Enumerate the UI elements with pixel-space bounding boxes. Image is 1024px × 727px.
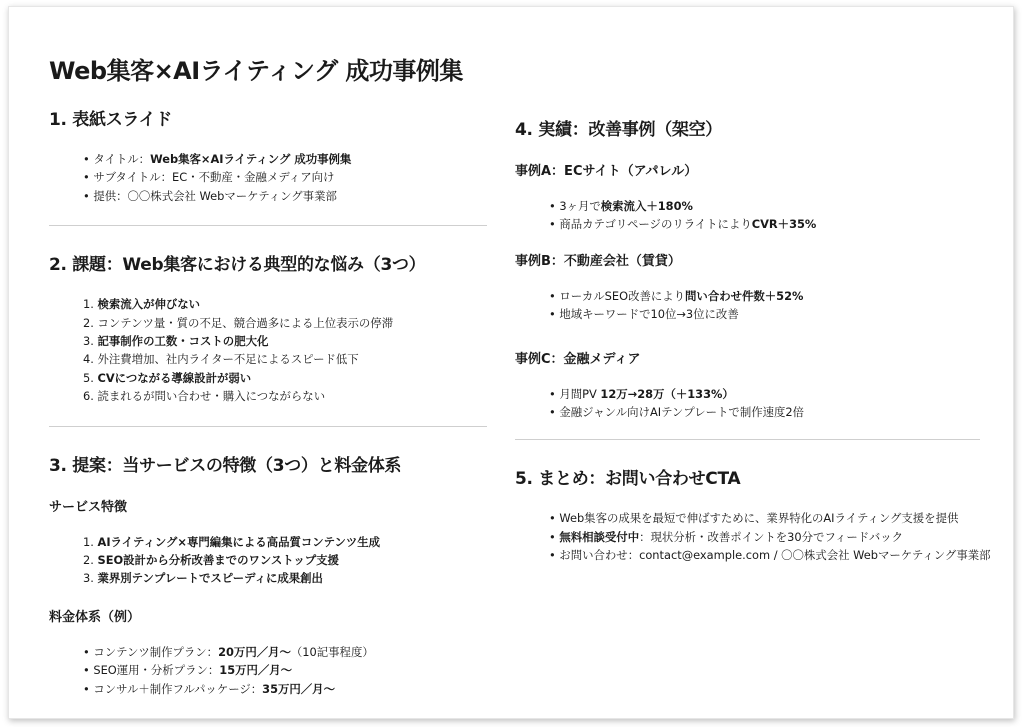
case-a-list	[515, 197, 980, 234]
list-item: 3. 記事制作の工数・コストの肥大化	[83, 332, 487, 350]
list-item: • 地域キーワードで10位→3位に改善	[549, 305, 980, 323]
case-b-list	[515, 287, 980, 324]
list-item: • SEO運用・分析プラン：15万円／月〜	[83, 661, 487, 679]
right-column	[515, 115, 991, 565]
section-summary-cta	[515, 464, 991, 564]
divider	[515, 439, 980, 440]
section-proposal	[49, 451, 487, 698]
list-item: • 金融ジャンル向けAIテンプレートで制作速度2倍	[549, 403, 980, 421]
list-item: • 月間PV 12万→28万（＋133%）	[549, 385, 980, 403]
subheading-pricing: 料金体系（例）	[49, 609, 141, 625]
list-item: • 商品カテゴリページのリライトによりCVR＋35%	[549, 215, 980, 233]
section-heading: 4. 実績：改善事例（架空）	[515, 120, 723, 140]
case-c-list	[515, 385, 980, 422]
list-item: • サブタイトル：EC・不動産・金融メディア向け	[83, 168, 487, 186]
case-b-heading: 事例B：不動産会社（賃貸）	[515, 253, 681, 269]
list-item: • コンテンツ制作プラン：20万円／月〜（10記事程度）	[83, 643, 487, 661]
list-item: • タイトル：Web集客×AIライティング 成功事例集	[83, 150, 487, 168]
section-problems	[49, 250, 487, 405]
list-item: 2. コンテンツ量・質の不足、競合過多による上位表示の停滞	[83, 314, 487, 332]
section-cover-slide	[49, 105, 487, 205]
divider	[49, 426, 487, 427]
case-c-heading: 事例C：金融メディア	[515, 351, 641, 367]
summary-list	[515, 509, 991, 564]
pricing-list	[49, 643, 487, 698]
features-list	[49, 533, 487, 588]
case-a-heading: 事例A：ECサイト（アパレル）	[515, 164, 698, 179]
section-heading: 5. まとめ：お問い合わせCTA	[515, 469, 741, 490]
cover-list	[49, 150, 487, 205]
list-item: • コンサル＋制作フルパッケージ：35万円／月〜	[83, 680, 487, 698]
list-item: • ローカルSEO改善により問い合わせ件数＋52%	[549, 287, 980, 305]
problems-list	[49, 295, 487, 405]
list-item: 1. 検索流入が伸びない	[83, 295, 487, 313]
list-item: • 3ヶ月で検索流入＋180%	[549, 197, 980, 215]
list-item: • 無料相談受付中：現状分析・改善ポイントを30分でフィードバック	[549, 528, 980, 546]
list-item: 1. AIライティング×専門編集による高品質コンテンツ生成	[83, 533, 487, 551]
divider	[49, 225, 487, 226]
section-heading: 2. 課題：Web集客における典型的な悩み（3つ）	[49, 255, 426, 276]
subheading-features: サービス特徴	[49, 499, 128, 515]
left-column	[49, 105, 487, 698]
document-title: Web集客×AIライティング 成功事例集	[49, 57, 463, 85]
list-item: 2. SEO設計から分析改善までのワンストップ支援	[83, 551, 487, 569]
document-page	[8, 6, 1014, 719]
list-item: 5. CVにつながる導線設計が弱い	[83, 369, 487, 387]
section-heading: 1. 表紙スライド	[49, 110, 172, 130]
list-item: 4. 外注費増加、社内ライター不足によるスピード低下	[83, 350, 487, 368]
section-results	[515, 115, 980, 421]
list-item: • 提供：〇〇株式会社 Webマーケティング事業部	[83, 187, 487, 205]
list-item: 6. 読まれるが問い合わせ・購入につながらない	[83, 387, 487, 405]
list-item: 3. 業界別テンプレートでスピーディに成果創出	[83, 569, 487, 587]
section-heading: 3. 提案：当サービスの特徴（3つ）と料金体系	[49, 455, 402, 476]
list-item: • お問い合わせ：contact@example.com / 〇〇株式会社 Webマーケティング事業部	[549, 546, 980, 564]
list-item: • Web集客の成果を最短で伸ばすために、業界特化のAIライティング支援を提供	[549, 509, 980, 527]
